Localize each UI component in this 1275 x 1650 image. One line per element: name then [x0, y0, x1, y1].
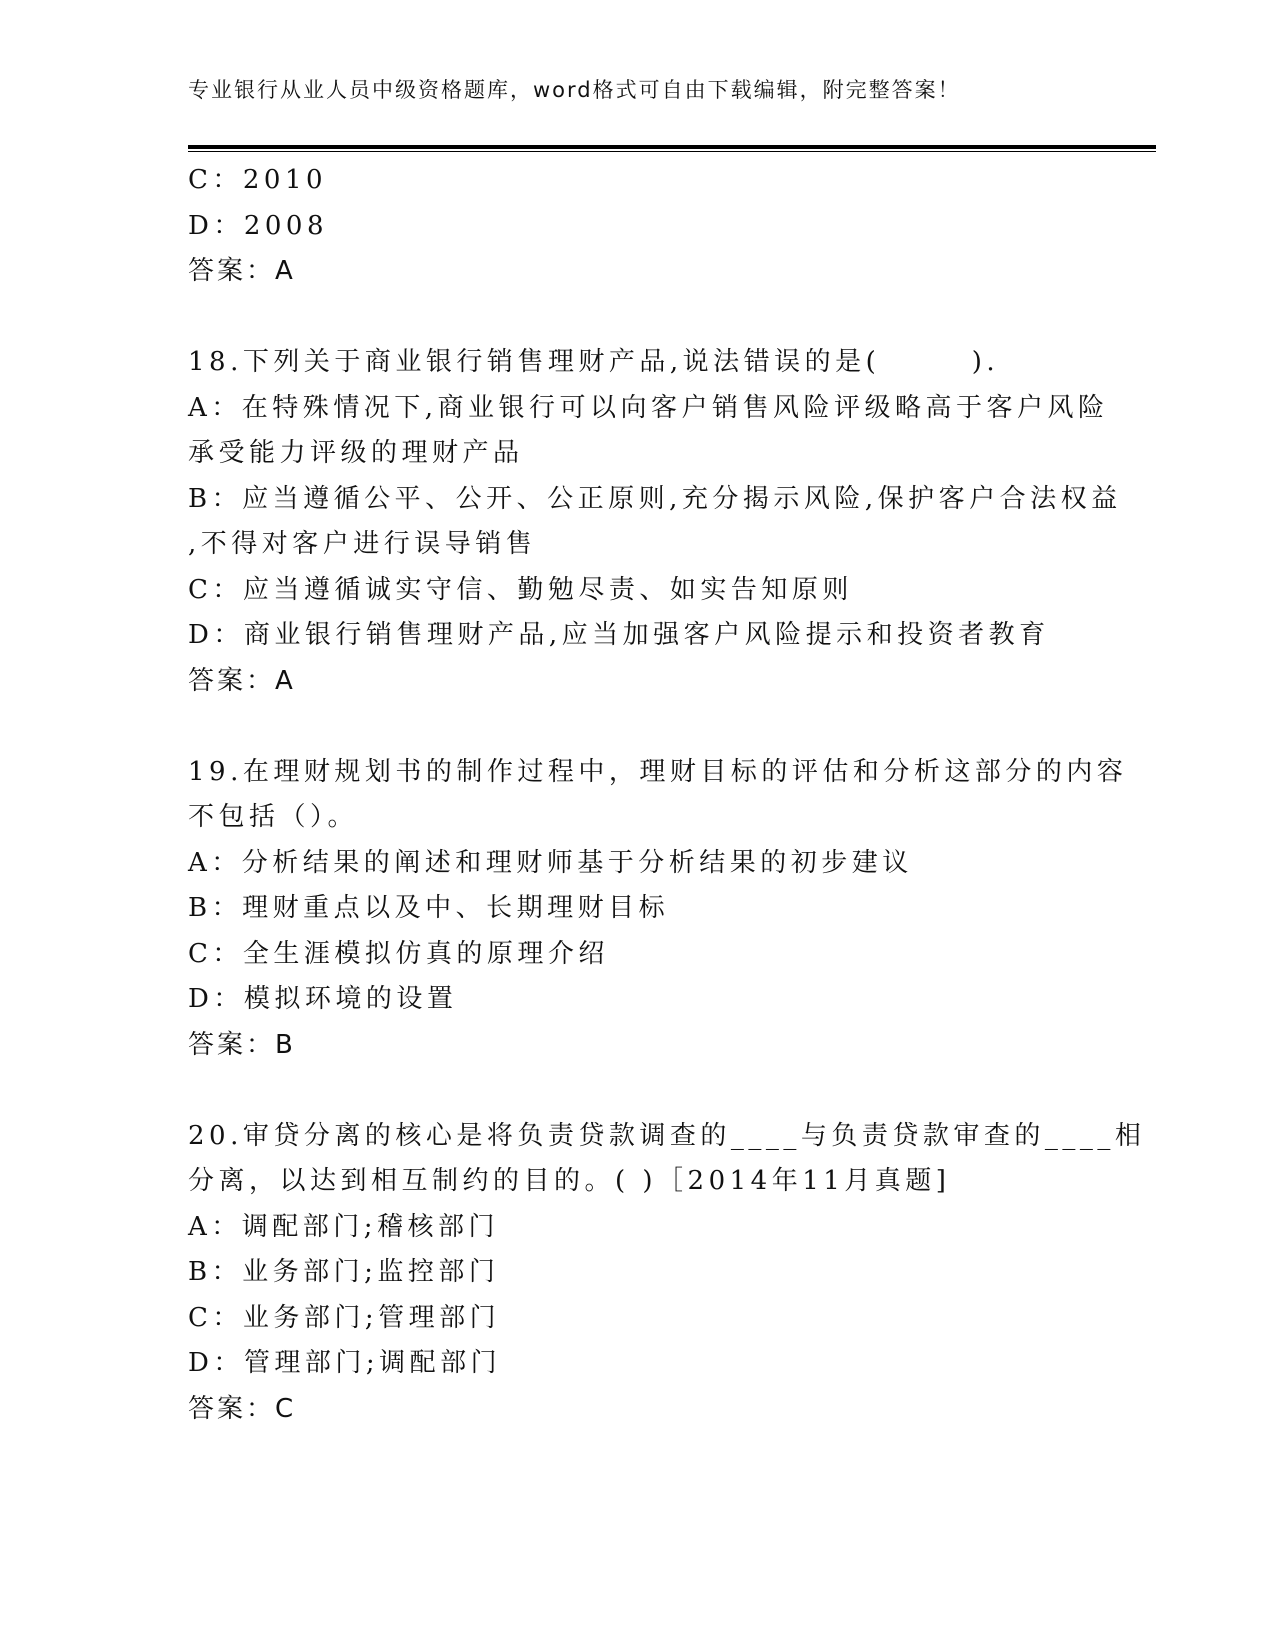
- option-line: C：应当遵循诚实守信、勤勉尽责、如实告知原则: [188, 574, 853, 605]
- option-line: C：2010: [188, 165, 328, 195]
- answer-line: 答案：A: [188, 256, 296, 286]
- answer-line: 答案：C: [188, 1393, 297, 1424]
- option-line: A：调配部门;稽核部门: [188, 1211, 500, 1242]
- option-line: B：业务部门;监控部门: [188, 1257, 500, 1287]
- option-line: A：在特殊情况下,商业银行可以向客户销售风险评级略高于客户风险: [188, 392, 1109, 423]
- question-stem: 不包括（）。: [188, 802, 359, 832]
- answer-line: 答案：A: [188, 665, 296, 696]
- page-header: 专业银行从业人员中级资格题库，word格式可自由下载编辑，附完整答案！: [188, 78, 961, 102]
- document-body: [188, 158, 1146, 1432]
- option-line: C：全生涯模拟仿真的原理介绍: [188, 938, 609, 969]
- option-line: B：理财重点以及中、长期理财目标: [188, 893, 670, 923]
- option-line: D：商业银行销售理财产品,应当加强客户风险提示和投资者教育: [188, 620, 1050, 650]
- spacer: [188, 295, 1088, 341]
- option-line: D：管理部门;调配部门: [188, 1348, 502, 1378]
- option-line: ,不得对客户进行误导销售: [188, 529, 537, 559]
- spacer: [188, 1068, 1088, 1114]
- question-stem: 18.下列关于商业银行销售理财产品,说法错误的是( ).: [188, 347, 1000, 377]
- option-line: A：分析结果的阐述和理财师基于分析结果的初步建议: [188, 847, 913, 878]
- option-line: D：2008: [188, 210, 329, 241]
- question-stem: 19.在理财规划书的制作过程中，理财目标的评估和分析这部分的内容: [188, 756, 1128, 787]
- question-stem: 20.审贷分离的核心是将负责贷款调查的____与负责贷款审查的____相: [188, 1120, 1146, 1151]
- option-line: D：模拟环境的设置: [188, 984, 458, 1014]
- carryover-block: [188, 158, 1088, 295]
- option-line: B：应当遵循公平、公开、公正原则,充分揭示风险,保护客户合法权益: [188, 483, 1122, 514]
- spacer: [188, 704, 1088, 750]
- question-19: [188, 750, 1128, 1069]
- header-rule-thick: [188, 145, 1156, 149]
- option-line: C：业务部门;管理部门: [188, 1302, 501, 1333]
- question-18: [188, 340, 1122, 704]
- question-stem: 分离，以达到相互制约的目的。( )［2014年11月真题]: [188, 1166, 951, 1196]
- option-line: 承受能力评级的理财产品: [188, 438, 524, 468]
- header-rule-thin: [188, 151, 1156, 152]
- question-20: [188, 1114, 1146, 1433]
- answer-line: 答案：B: [188, 1029, 296, 1060]
